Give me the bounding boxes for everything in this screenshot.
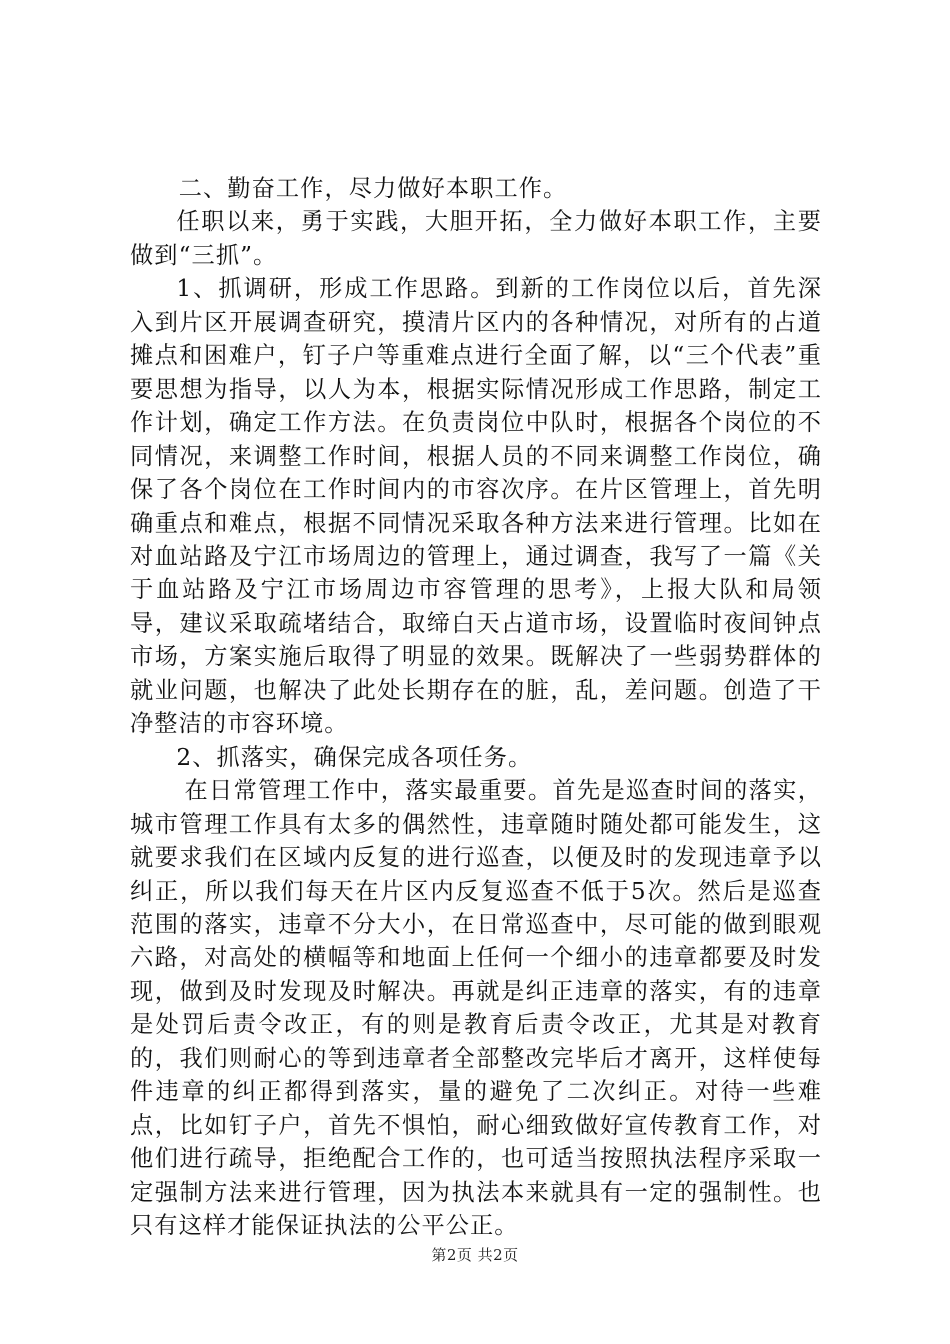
intro-paragraph: 任职以来，勇于实践，大胆开拓，全力做好本职工作，主要做到“三抓”。 <box>130 208 822 269</box>
research-paragraph: 1、抓调研，形成工作思路。到新的工作岗位以后，首先深入到片区开展调查研究，摸清片区内的各种情况，对所有的占道摊点和困难户，钉子户等重难点进行全面了解，以“三个代表”重要思想为指导，以人为本，根据实际情况形成工作思路，制定工作计划，确定工作方法。在负责岗位中队时，根据各个岗位的不同情况，来调整工作时间，根据人员的不同来调整工作岗位，确保了各个岗位在工作时间内的市容次序。在片区管理上，首先明确重点和难点，根据不同情况采取各种方法来进行管理。比如在对血站路及宁江市场周边的管理上，通过调查，我写了一篇《关于血站路及宁江市场周边市容管理的思考》，上报大队和局领导，建议采取疏堵结合，取缔白天占道市场，设置临时夜间钟点市场，方案实施后取得了明显的效果。既解决了一些弱势群体的就业问题，也解决了此处长期存在的脏，乱，差问题。创造了干净整洁的市容环境。 <box>130 275 822 738</box>
section-heading: 二、勤奋工作，尽力做好本职工作。 <box>178 175 568 202</box>
page-footer: 第2页 共2页 <box>431 1246 519 1264</box>
document-body <box>130 172 822 1243</box>
implementation-heading: 2、抓落实，确保完成各项任务。 <box>176 743 533 771</box>
implementation-paragraph: 在日常管理工作中，落实最重要。首先是巡查时间的落实，城市管理工作具有太多的偶然性，违章随时随处都可能发生，这就要求我们在区域内反复的进行巡查，以便及时的发现违章予以纠正，所以我们每天在片区内反复巡查不低于5次。然后是巡查范围的落实，违章不分大小，在日常巡查中，尽可能的做到眼观六路，对高处的横幅等和地面上任何一个细小的违章都要及时发现，做到及时发现及时解决。再就是纠正违章的落实，有的违章是处罚后责令改正，有的则是教育后责令改正，尤其是对教育的，我们则耐心的等到违章者全部整改完毕后才离开，这样使每件违章的纠正都得到落实，量的避免了二次纠正。对待一些难点，比如钉子户，首先不惧怕，耐心细致做好宣传教育工作，对他们进行疏导，拒绝配合工作的，也可适当按照执法程序采取一定强制方法来进行管理，因为执法本来就具有一定的强制性。也只有这样才能保证执法的公平公正。 <box>130 777 822 1240</box>
